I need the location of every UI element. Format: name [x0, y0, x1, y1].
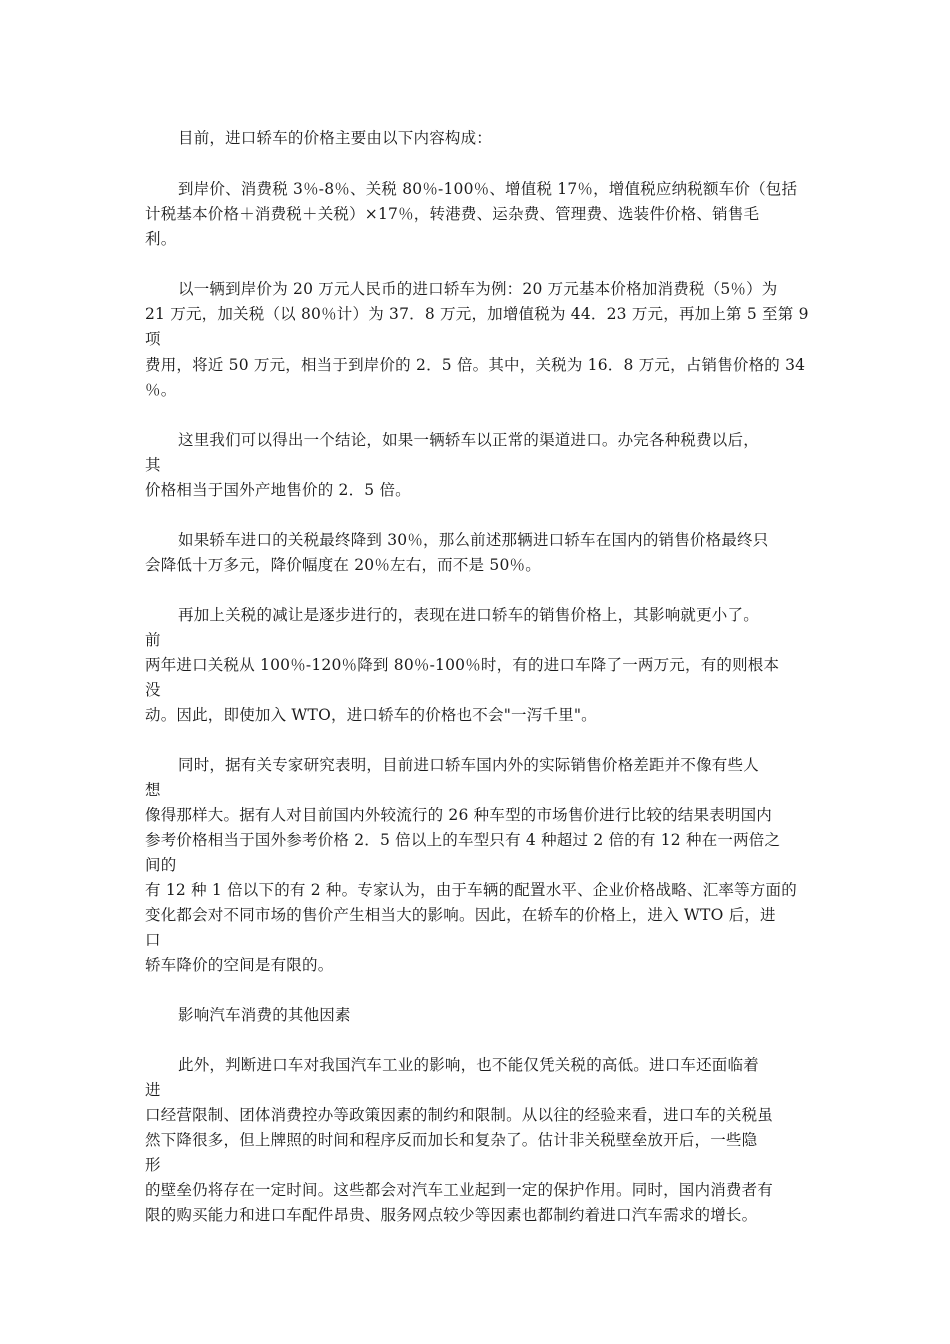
paragraph-7-line-3: 像得那样大。据有人对目前国内外较流行的 26 种车型的市场售价进行比较的结果表明国内 — [145, 806, 772, 824]
paragraph-3-line-4: 费用，将近 50 万元，相当于到岸价的 2．5 倍。其中，关税为 16．8 万元，占销售价格的 34 — [145, 356, 806, 374]
paragraph-7-line-8: 口 — [145, 931, 161, 949]
paragraph-2-line-3: 利。 — [145, 230, 177, 248]
paragraph-9-line-4: 然下降很多，但上牌照的时间和程序反而加长和复杂了。估计非关税壁垒放开后，一些隐 — [145, 1131, 758, 1149]
paragraph-7-line-7: 变化都会对不同市场的售价产生相当大的影响。因此，在轿车的价格上，进入 WTO 后，进 — [145, 906, 776, 924]
paragraph-4-line-2: 其 — [145, 456, 161, 474]
paragraph-7-line-2: 想 — [145, 781, 161, 799]
paragraph-9-line-5: 形 — [145, 1156, 161, 1174]
paragraph-1-line-1: 目前，进口轿车的价格主要由以下内容构成： — [178, 129, 493, 147]
paragraph-3-line-5: ％。 — [145, 381, 177, 399]
paragraph-3-line-1: 以一辆到岸价为 20 万元人民币的进口轿车为例：20 万元基本价格加消费税（5％）为 — [178, 280, 778, 298]
paragraph-3-line-2: 21 万元，加关税（以 80％计）为 37．8 万元，加增值税为 44．23 万元，再加上第 5 至第 9 — [145, 305, 809, 323]
paragraph-9-line-2: 进 — [145, 1081, 161, 1099]
paragraph-6-line-1: 再加上关税的减让是逐步进行的，表现在进口轿车的销售价格上，其影响就更小了。 — [178, 606, 759, 624]
paragraph-7-line-9: 轿车降价的空间是有限的。 — [145, 956, 334, 974]
paragraph-6-line-2: 前 — [145, 631, 161, 649]
paragraph-9-line-1: 此外，判断进口车对我国汽车工业的影响，也不能仅凭关税的高低。进口车还面临着 — [178, 1056, 759, 1074]
paragraph-2-line-2: 计税基本价格＋消费税＋关税）×17％，转港费、运杂费、管理费、选装件价格、销售毛 — [145, 205, 760, 223]
paragraph-9-line-6: 的壁垒仍将存在一定时间。这些都会对汽车工业起到一定的保护作用。同时，国内消费者有 — [145, 1181, 774, 1199]
paragraph-6-line-4: 没 — [145, 681, 161, 699]
paragraph-7-line-4: 参考价格相当于国外参考价格 2．5 倍以上的车型只有 4 种超过 2 倍的有 12 种在一两倍之 — [145, 831, 781, 849]
paragraph-6-line-5: 动。因此，即使加入 WTO，进口轿车的价格也不会"一泻千里"。 — [145, 706, 597, 724]
paragraph-7-line-5: 间的 — [145, 856, 177, 874]
paragraph-5-line-2: 会降低十万多元，降价幅度在 20％左右，而不是 50％。 — [145, 556, 541, 574]
paragraph-7-line-1: 同时，据有关专家研究表明，目前进口轿车国内外的实际销售价格差距并不像有些人 — [178, 756, 759, 774]
paragraph-5-line-1: 如果轿车进口的关税最终降到 30％，那么前述那辆进口轿车在国内的销售价格最终只 — [178, 531, 769, 549]
paragraph-3-line-3: 项 — [145, 330, 161, 348]
section-heading: 影响汽车消费的其他因素 — [178, 1006, 351, 1024]
paragraph-4-line-3: 价格相当于国外产地售价的 2．5 倍。 — [145, 481, 411, 499]
paragraph-6-line-3: 两年进口关税从 100％-120％降到 80％-100％时，有的进口车降了一两万元，有的则根本 — [145, 656, 780, 674]
paragraph-9-line-7: 限的购买能力和进口车配件昂贵、服务网点较少等因素也都制约着进口汽车需求的增长。 — [145, 1206, 758, 1224]
paragraph-2-line-1: 到岸价、消费税 3％-8％、关税 80％-100％、增值税 17％，增值税应纳税额车价（包括 — [178, 180, 798, 198]
paragraph-4-line-1: 这里我们可以得出一个结论，如果一辆轿车以正常的渠道进口。办完各种税费以后， — [178, 431, 759, 449]
paragraph-7-line-6: 有 12 种 1 倍以下的有 2 种。专家认为，由于车辆的配置水平、企业价格战略、汇率等方面的 — [145, 881, 797, 899]
paragraph-9-line-3: 口经营限制、团体消费控办等政策因素的制约和限制。从以往的经验来看，进口车的关税虽 — [145, 1106, 774, 1124]
